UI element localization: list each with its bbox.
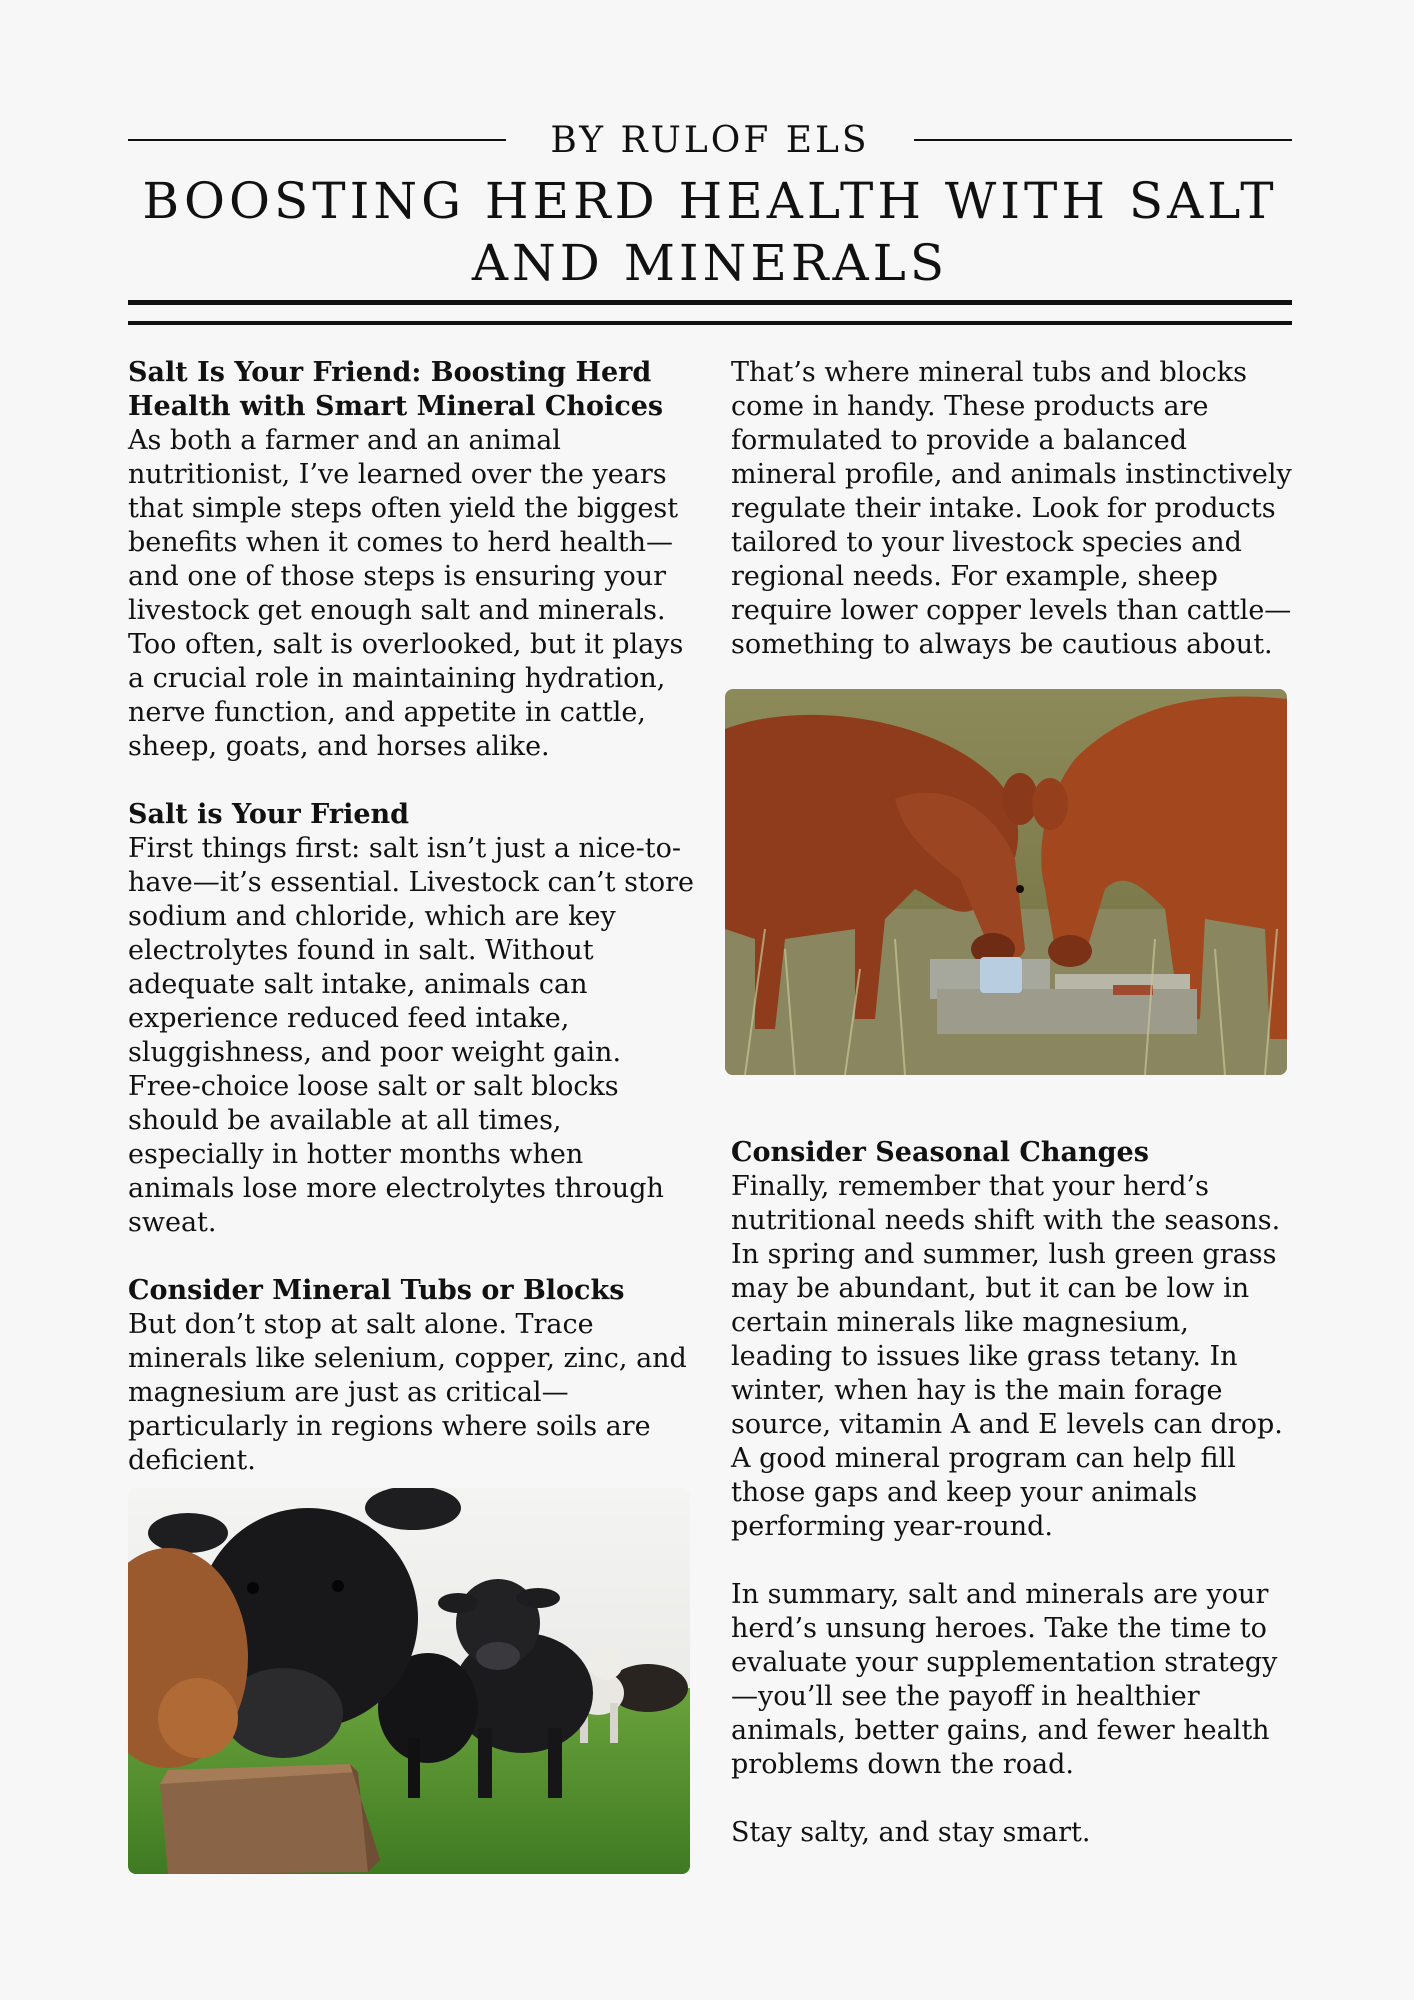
tubs-heading: Consider Mineral Tubs or Blocks [128, 1275, 625, 1306]
tubs-continued-paragraph: That’s where mineral tubs and blocks come in handy. These products are formulated to provide a balanced mineral profile, and animals instinctively regulate their intake. Look for products tailored to your livestock species and regional needs. For example, sheep require lower copper levels than cattle—something to always be cautious about. [731, 357, 1292, 660]
byline-rule-left [128, 139, 506, 141]
title-rule-top [128, 300, 1292, 305]
right-column [731, 356, 1297, 662]
left-column [128, 356, 694, 1478]
right-column-lower [731, 1136, 1297, 1850]
intro-paragraph: As both a farmer and an animal nutritionist, I’ve learned over the years that simple steps often yield the biggest benefits when it comes to herd health—and one of those steps is ensuring your livestock get enough salt and minerals. Too often, salt is overlooked, but it plays a crucial role in maintaining hydration, nerve function, and appetite in cattle, sheep, goats, and horses alike. [128, 425, 684, 762]
salt-heading: Salt is Your Friend [128, 799, 410, 830]
byline-rule-right [914, 139, 1292, 141]
byline: BY RULOF ELS [550, 119, 870, 161]
seasonal-heading: Consider Seasonal Changes [731, 1137, 1149, 1168]
byline-row [128, 116, 1292, 164]
intro-heading: Salt Is Your Friend: Boosting Herd Health with Smart Mineral Choices [128, 357, 664, 422]
summary-paragraph: In summary, salt and minerals are your herd’s unsung heroes. Take the time to evaluate your supplementation strategy—you’ll see the payoff in healthier animals, better gains, and fewer health problems down the road. [731, 1579, 1278, 1780]
article-title: BOOSTING HERD HEALTH WITH SALT AND MINERALS [142, 172, 1278, 292]
seasonal-paragraph: Finally, remember that your herd’s nutritional needs shift with the seasons. In spring and summer, lush green grass may be abundant, but it can be low in certain minerals like magnesium, leading to issues like grass tetany. In winter, when hay is the main forage source, vitamin A and E levels can drop. A good mineral program can help fill those gaps and keep your animals performing year-round. [731, 1171, 1283, 1542]
cattle-salt-block-photo [128, 1488, 690, 1874]
title-rule-bottom [128, 321, 1292, 325]
tubs-paragraph: But don’t stop at salt alone. Trace minerals like selenium, copper, zinc, and magnesium are just as critical—particularly in regions where soils are deficient. [128, 1309, 687, 1476]
cows-mineral-tub-photo [725, 689, 1287, 1075]
salt-paragraph: First things first: salt isn’t just a nice-to-have—it’s essential. Livestock can’t store sodium and chloride, which are key electrolytes found in salt. Without adequate salt intake, animals can experience reduced feed intake, sluggishness, and poor weight gain. Free-choice loose salt or salt blocks should be available at all times, especially in hotter months when animals lose more electrolytes through sweat. [128, 833, 694, 1238]
signoff: Stay salty, and stay smart. [731, 1817, 1091, 1848]
